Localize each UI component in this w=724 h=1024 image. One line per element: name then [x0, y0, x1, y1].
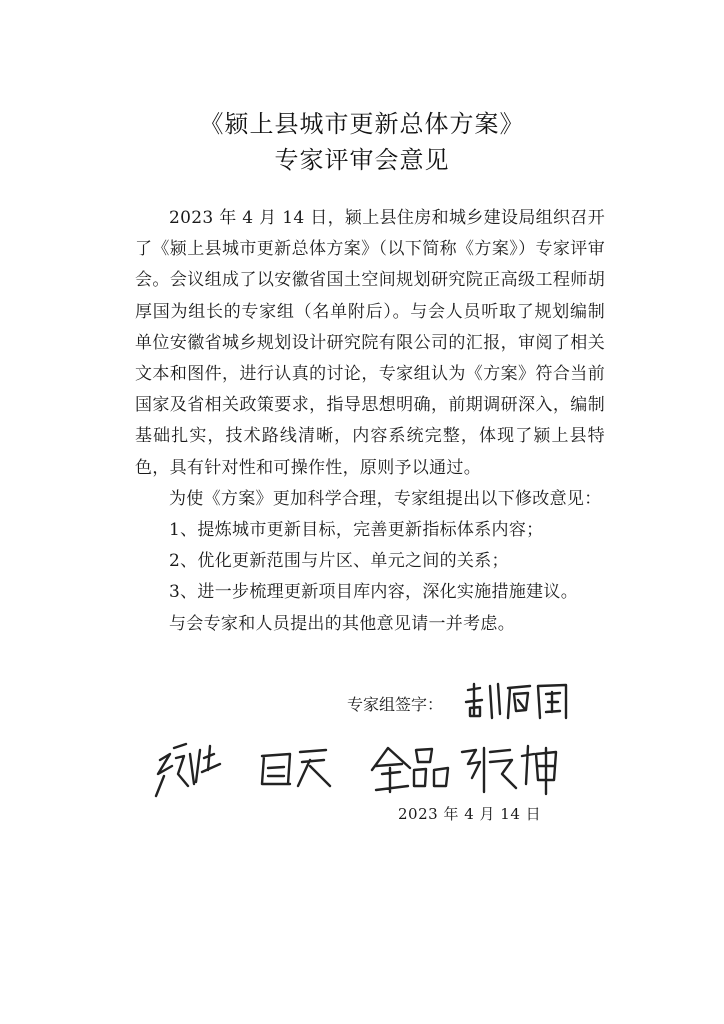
- document-title: 《颍上县城市更新总体方案》: [199, 110, 525, 138]
- body-paragraph-intro: 2023 年 4 月 14 日，颍上县住房和城乡建设局组织召开了《颍上县城市更新总体方案》（以下简称《方案》）专家评审会。会议组成了以安徽省国土空间规划研究院正高级工程师胡厚国为组长的专家组（名单附后）。与会人员听取了规划编制单位安徽省城乡规划设计研究院有限公司的汇报，审阅了相关文本和图件，进行认真的讨论，专家组认为《方案》符合当前国家及省相关政策要求，指导思想明确，前期调研深入，编制基础扎实，技术路线清晰，内容系统完整，体现了颍上县特色，具有针对性和可操作性，原则予以通过。: [135, 208, 605, 478]
- expert-signatures-image: [150, 740, 570, 800]
- document-subtitle: 专家评审会意见: [274, 146, 450, 174]
- leader-signature-image: [462, 680, 572, 722]
- revision-item-1: 1、提炼城市更新目标，完善更新指标体系内容；: [169, 520, 544, 541]
- revision-item-2: 2、优化更新范围与片区、单元之间的关系；: [169, 551, 509, 572]
- signature-label: 专家组签字：: [347, 695, 444, 714]
- document-date: 2023 年 4 月 14 日: [398, 805, 542, 823]
- body-paragraph-closing: 与会专家和人员提出的其他意见请一并考虑。: [169, 613, 515, 634]
- revision-item-3: 3、进一步梳理更新项目库内容，深化实施措施建议。: [169, 582, 579, 603]
- body-paragraph-revisions-lead: 为使《方案》更加科学合理，专家组提出以下修改意见：: [169, 488, 602, 509]
- document-body: [135, 203, 605, 640]
